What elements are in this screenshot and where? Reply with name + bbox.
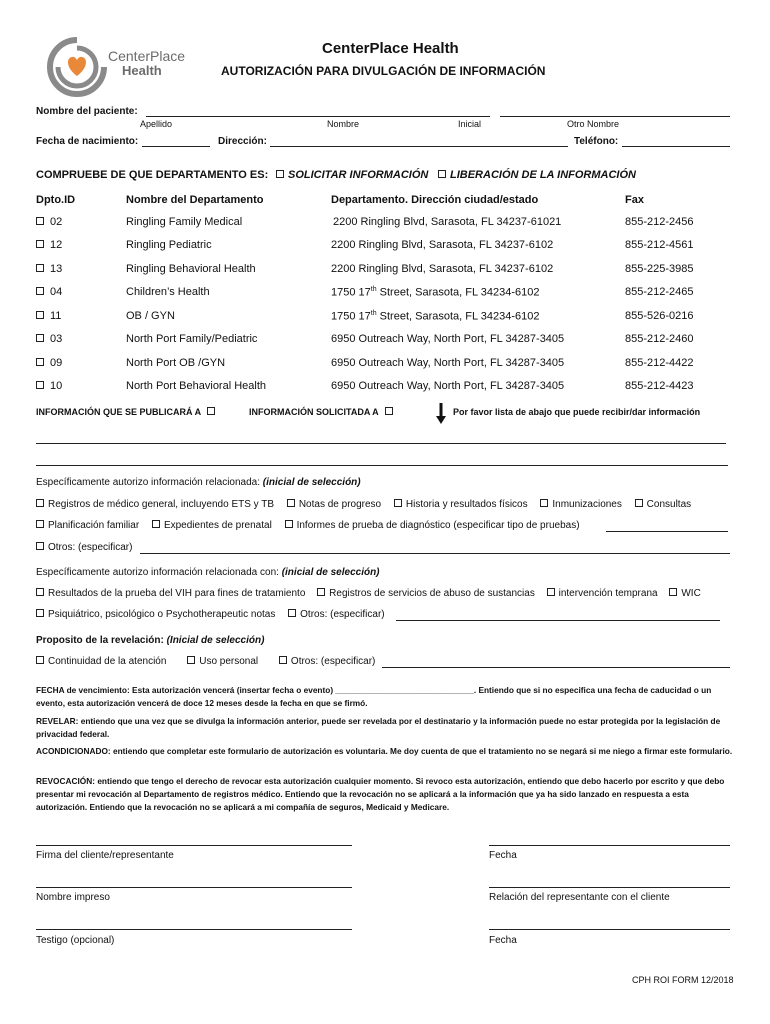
brand-name-line1: CenterPlace <box>108 48 186 64</box>
info-requested-label[interactable]: INFORMACIÓN SOLICITADA A <box>249 407 397 417</box>
dept-id-cell[interactable]: 13 <box>36 263 62 275</box>
arrow-down-icon <box>436 403 446 425</box>
dept-name-cell: OB / GYN <box>126 310 175 322</box>
section2-row2 <box>36 609 385 620</box>
dept-name-cell: Children’s Health <box>126 286 210 298</box>
request-info-checkbox[interactable] <box>276 170 284 178</box>
checkbox[interactable] <box>36 520 44 528</box>
address-field[interactable] <box>270 146 568 147</box>
dept-fax-cell: 855-212-4422 <box>625 357 694 369</box>
option-progress-notes[interactable]: Notas de progreso <box>287 499 381 510</box>
dob-field[interactable] <box>142 146 210 147</box>
dob-label: Fecha de nacimiento: <box>36 136 139 147</box>
dept-fax-cell: 855-212-4561 <box>625 239 694 251</box>
option-section2-other[interactable]: Otros: (especificar) <box>288 609 384 620</box>
dept-name-cell: Ringling Behavioral Health <box>126 263 256 275</box>
section3-title: Proposito de la revelación: (Inicial de selección) <box>36 635 265 646</box>
dept-fax-cell: 855-212-2460 <box>625 333 694 345</box>
option-consults[interactable]: Consultas <box>635 499 691 510</box>
checkbox[interactable] <box>288 609 296 617</box>
brand-name-line2: Health <box>122 63 162 78</box>
dept-id-cell[interactable]: 10 <box>36 380 62 392</box>
patient-name-label: Nombre del paciente: <box>36 106 138 117</box>
dept-name-cell: Ringling Family Medical <box>126 216 243 228</box>
expiration-paragraph: FECHA de vencimiento: Esta autorización vencerá (insertar fecha o evento) ______________________________. Entiendo que si no especifica una fecha de caducidad o un evento, esta autorización vencerá de doce 12 meses desde la fecha en que se firmó. <box>36 685 712 708</box>
dept-checkbox[interactable] <box>36 358 44 366</box>
option-personal-use[interactable]: Uso personal <box>187 656 258 667</box>
option-family-planning[interactable]: Planificación familiar <box>36 520 139 531</box>
option-immunizations[interactable]: Inmunizaciones <box>540 499 621 510</box>
checkbox[interactable] <box>36 588 44 596</box>
date2-label: Fecha <box>489 935 517 946</box>
printed-name-field[interactable] <box>36 887 352 888</box>
section2-title: Específicamente autorizo información relacionada con: (inicial de selección) <box>36 567 380 578</box>
request-info-option[interactable]: SOLICITAR INFORMACIÓN <box>276 169 428 181</box>
dept-name-cell: North Port OB /GYN <box>126 357 226 369</box>
dept-checkbox[interactable] <box>36 311 44 319</box>
checkbox[interactable] <box>279 656 287 664</box>
info-published-label[interactable]: INFORMACIÓN QUE SE PUBLICARÁ A <box>36 407 219 417</box>
checkbox[interactable] <box>669 588 677 596</box>
dept-fax-cell: 855-212-4423 <box>625 380 694 392</box>
col-dept-id: Dpto.ID <box>36 194 76 206</box>
dept-id-cell[interactable]: 03 <box>36 333 62 345</box>
checkbox[interactable] <box>540 499 548 507</box>
dept-name-cell: North Port Family/Pediatric <box>126 333 258 345</box>
section2-row1 <box>36 588 701 599</box>
section1-row1 <box>36 499 691 510</box>
address-label: Dirección: <box>218 136 267 147</box>
relation-field[interactable] <box>489 887 730 888</box>
section3-row <box>36 656 375 667</box>
dept-fax-cell: 855-225-3985 <box>625 263 694 275</box>
sub-initial: Inicial <box>458 119 482 129</box>
option-substance-abuse[interactable]: Registros de servicios de abuso de sustancias <box>317 588 535 599</box>
dept-checkbox[interactable] <box>36 334 44 342</box>
dept-name-cell: Ringling Pediatric <box>126 239 212 251</box>
sub-other-name: Otro Nombre <box>567 119 620 129</box>
dept-fax-cell: 855-212-2465 <box>625 286 694 298</box>
revocation-paragraph: REVOCACIÓN: entiendo que tengo el derecho de revocar esta autorización cualquier momento. Si revoco esta autorización, entiendo que debo hacerlo por escrito y que debo presentar mi revocación al Departamento de registros médico. Entiendo que la revocación no se aplicará a la información que ya ha sido lanzado en respuesta a esta autorización. Entiendo que la revocación no se aplicará a mi compañía de seguros, Medicaid y Medicare. <box>36 776 725 812</box>
dept-address-cell: 6950 Outreach Way, North Port, FL 34287-3405 <box>331 357 565 369</box>
patient-other-name-field[interactable] <box>500 116 730 117</box>
option-psychiatric[interactable]: Psiquiátrico, psicológico o Psychotherapeutic notas <box>36 609 275 620</box>
info-published-checkbox[interactable] <box>207 407 215 415</box>
checkbox[interactable] <box>187 656 195 664</box>
dept-id-cell[interactable]: 02 <box>36 216 62 228</box>
dept-address-cell: 6950 Outreach Way, North Port, FL 34287-3405 <box>331 333 565 345</box>
option-continuity-care[interactable]: Continuidad de la atención <box>36 656 166 667</box>
col-dept-address: Departamento. Dirección ciudad/estado <box>331 194 539 206</box>
release-info-checkbox[interactable] <box>438 170 446 178</box>
dept-address-cell: 2200 Ringling Blvd, Sarasota, FL 34237-61021 <box>333 216 562 228</box>
checkbox[interactable] <box>547 588 555 596</box>
option-prenatal[interactable]: Expedientes de prenatal <box>152 520 272 531</box>
dept-name-cell: North Port Behavioral Health <box>126 380 267 392</box>
section3-other-field[interactable] <box>382 667 730 668</box>
dept-id-cell[interactable]: 04 <box>36 286 62 298</box>
date1-field[interactable] <box>489 845 730 846</box>
conditioning-paragraph: ACONDICIONADO: entiendo que completar este formulario de autorización es voluntaria. Me doy cuenta de que el tratamiento no se negará si me niego a firmar este formulario. <box>36 746 733 756</box>
date1-label: Fecha <box>489 850 517 861</box>
witness-field[interactable] <box>36 929 352 930</box>
dept-address-cell: 2200 Ringling Blvd, Sarasota, FL 34237-6102 <box>331 239 554 251</box>
dept-id-cell[interactable]: 11 <box>36 310 61 322</box>
option-wic[interactable]: WIC <box>669 588 700 599</box>
section1-title: Específicamente autorizo información relacionada: (inicial de selección) <box>36 477 361 488</box>
printed-name-label: Nombre impreso <box>36 892 110 903</box>
section1-other-field[interactable] <box>140 553 730 554</box>
dept-address-cell: 2200 Ringling Blvd, Sarasota, FL 34237-6102 <box>331 263 554 275</box>
checkbox[interactable] <box>287 499 295 507</box>
sub-last-name: Apellido <box>140 119 173 129</box>
disclosure-paragraph: REVELAR: entiendo que una vez que se divulga la información anterior, puede ser revelada por el destinatario y la información puede no estar protegida por la legislación de privacidad federal. <box>36 716 721 739</box>
col-fax: Fax <box>625 194 644 206</box>
option-history-physical[interactable]: Historia y resultados físicos <box>394 499 528 510</box>
dept-address-cell: 1750 17th Street, Sarasota, FL 34234-6102 <box>331 286 540 299</box>
diagnostic-tests-field[interactable] <box>606 531 728 532</box>
dept-checkbox[interactable] <box>36 264 44 272</box>
org-title: CenterPlace Health <box>322 40 459 57</box>
col-dept-name: Nombre del Departamento <box>126 194 264 206</box>
dept-checkbox[interactable] <box>36 287 44 295</box>
dept-address-cell: 1750 17th Street, Sarasota, FL 34234-6102 <box>331 310 540 323</box>
dept-id-cell[interactable]: 09 <box>36 357 62 369</box>
checkbox[interactable] <box>394 499 402 507</box>
checkbox[interactable] <box>152 520 160 528</box>
sub-first-name: Nombre <box>327 119 360 129</box>
dept-checkbox[interactable] <box>36 240 44 248</box>
phone-label: Teléfono: <box>574 136 619 147</box>
logo-mark-icon <box>46 36 108 98</box>
client-signature-label: Firma del cliente/representante <box>36 850 174 861</box>
checkbox[interactable] <box>635 499 643 507</box>
dept-fax-cell: 855-526-0216 <box>625 310 694 322</box>
dept-id-cell[interactable]: 12 <box>36 239 62 251</box>
section1-other[interactable]: Otros: (especificar) <box>36 542 132 553</box>
option-general-records[interactable]: Registros de médico general, incluyendo ETS y TB <box>36 499 274 510</box>
patient-name-field[interactable] <box>146 116 490 117</box>
option-diagnostic-tests[interactable]: Informes de prueba de diagnóstico (especificar tipo de pruebas) <box>285 520 580 531</box>
info-line-2[interactable] <box>36 465 728 466</box>
witness-label: Testigo (opcional) <box>36 935 115 946</box>
dept-address-cell: 6950 Outreach Way, North Port, FL 34287-3405 <box>331 380 565 392</box>
phone-field[interactable] <box>622 146 730 147</box>
checkbox[interactable] <box>36 656 44 664</box>
dept-checkbox[interactable] <box>36 217 44 225</box>
section1-row2 <box>36 520 580 531</box>
option-early-intervention[interactable]: intervención temprana <box>547 588 658 599</box>
dept-fax-cell: 855-212-2456 <box>625 216 694 228</box>
dept-checkbox[interactable] <box>36 381 44 389</box>
option-section3-other[interactable]: Otros: (especificar) <box>279 656 375 667</box>
logo <box>46 36 106 96</box>
checkbox[interactable] <box>36 609 44 617</box>
checkbox[interactable] <box>285 520 293 528</box>
checkbox[interactable] <box>36 542 44 550</box>
form-title: AUTORIZACIÓN PARA DIVULGACIÓN DE INFORMACIÓN <box>221 64 546 78</box>
info-requested-checkbox[interactable] <box>385 407 393 415</box>
relation-label: Relación del representante con el cliente <box>489 892 670 903</box>
form-id: CPH ROI FORM 12/2018 <box>632 975 734 985</box>
list-note: Por favor lista de abajo que puede recibir/dar información <box>453 407 701 417</box>
checkbox[interactable] <box>317 588 325 596</box>
checkbox[interactable] <box>36 499 44 507</box>
option-hiv-results[interactable]: Resultados de la prueba del VIH para fines de tratamiento <box>36 588 305 599</box>
date2-field[interactable] <box>489 929 730 930</box>
department-check-label: COMPRUEBE DE QUE DEPARTAMENTO ES: <box>36 169 269 181</box>
client-signature-field[interactable] <box>36 845 352 846</box>
info-line-1[interactable] <box>36 443 726 444</box>
release-info-option[interactable]: LIBERACIÓN DE LA INFORMACIÓN <box>438 169 636 181</box>
section2-other-field[interactable] <box>396 620 720 621</box>
